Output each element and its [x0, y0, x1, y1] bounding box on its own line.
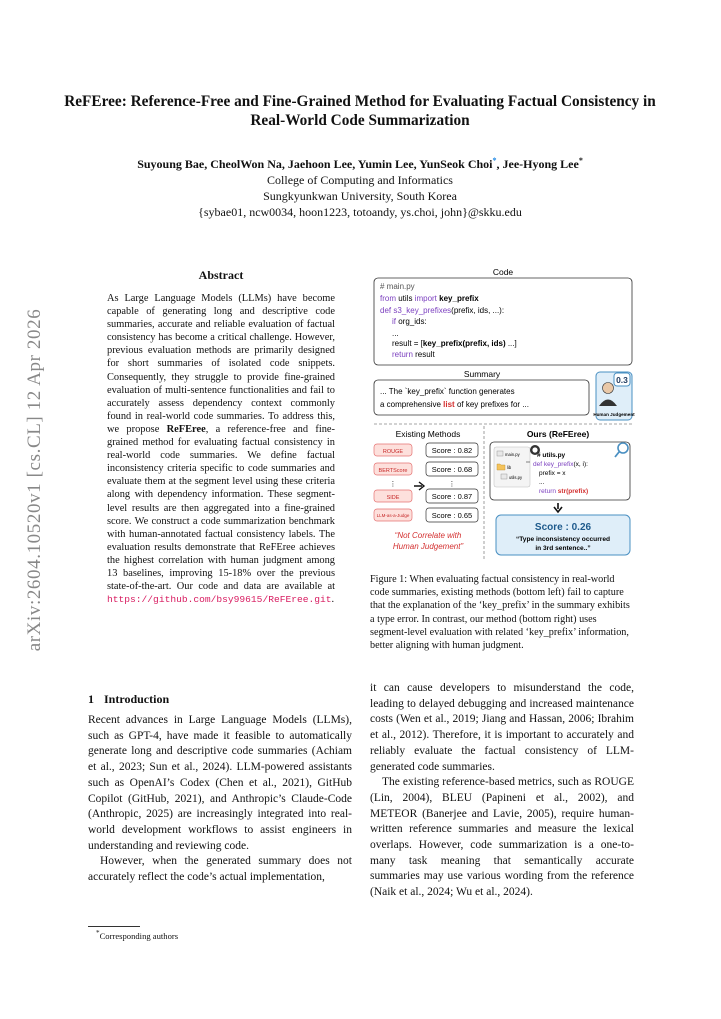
section-number: 1 — [88, 692, 94, 706]
author-block — [40, 153, 680, 220]
intro-paragraph-1: Recent advances in Large Language Models (LLMs), such as GPT-4, have made it feasible to automatically generate long and descriptive code summaries (Achiam et al., 2023; Sun et al., 2024). LLM-powered assistants such as OpenAI’s Codex (Chen et al., 2021), GitHub Copilot (GitHub, 2021), and Anthropic’s Claude-Code (Anthropic, 2025) are increasingly integrated into real-world development workflows to assist engineers in understanding and reviewing code. — [88, 714, 352, 852]
ours-code-line-3: prefix = x — [539, 470, 566, 477]
fig-existing-label: Existing Methods — [395, 429, 461, 439]
method-score: Score : 0.68 — [431, 465, 473, 474]
ellipsis-left: ⋮ — [389, 481, 397, 488]
figure-caption: Figure 1: When evaluating factual consistency in real-world code summaries, existing methods (bottom left) fail to capture that the explanation of the ‘key_prefix’ in the summary exhibits a type error. In contrast, our method (bottom right) uses segment-level evaluation with related ‘key_prefix’ information, better aligning with human judgment. — [370, 574, 630, 652]
paper-title: ReFEree: Reference-Free and Fine-Grained Method for Evaluating Factual Consistency in Real-World Code Summarization — [64, 93, 656, 129]
arxiv-identifier — [22, 300, 48, 660]
code-line-7: return result — [392, 350, 435, 359]
code-line-6: result = [key_prefix(prefix, ids) ...] — [392, 339, 517, 348]
code-line-2: from utils import key_prefix — [380, 294, 479, 303]
ours-code-line-4: ... — [539, 479, 545, 486]
code-repo-link[interactable]: https://github.com/bsy99615/ReFEree.git — [107, 594, 332, 606]
intro-right-column — [370, 681, 634, 901]
code-line-1: # main.py — [380, 282, 415, 291]
fig-code-label: Code — [492, 267, 514, 277]
footnote-text: Corresponding authors — [99, 930, 179, 941]
not-correlate-line-2: Human Judgement” — [392, 542, 464, 551]
file-tree — [494, 447, 530, 487]
intro-paragraph-2: However, when the generated summary does not accurately reflect the code’s actual implementation, — [88, 855, 352, 884]
method-name: ROUGE — [382, 449, 404, 455]
abstract-text-1: As Large Language Models (LLMs) have become capable of generating long and descriptive code summaries, accurate and reliable evaluation of factual consistency has become a critical challenge. However, previous evaluation methods are primarily designed for short summaries of isolated code snippets. Consequently, they struggle to provide fine-grained evaluation of multi-sentence functionalities and fail to accurately assess dependency context commonly found in real-world code summaries. To address this, we propose — [107, 293, 335, 435]
method-name: SIDE — [386, 495, 400, 501]
file-main: main.py — [505, 452, 520, 457]
existing-method-row-1 — [374, 443, 478, 457]
folder-icon — [497, 464, 505, 470]
method-score: Score : 0.87 — [431, 492, 473, 501]
intro-paragraph-4: The existing reference-based metrics, such as ROUGE (Lin, 2004), BLEU (Papineni et al., 2002), and METEOR (Banerjee and Lavie, 2005), require human-written reference summaries and measure the lexical overlaps. However, code summarization is a one-to-many task meaning that semantically accurate summaries may use various wording from the reference (Naik et al., 2024; Wu et al., 2024). — [370, 776, 634, 899]
file-utils: utils.py — [509, 475, 523, 480]
not-correlate-line-1: “Not Correlate with — [394, 531, 462, 540]
method-name: LLM-as-a-Judge — [376, 513, 410, 518]
fig-ours-label: Ours (ReFEree) — [526, 429, 590, 439]
authors-last: , Jee-Hyong Lee — [496, 157, 579, 171]
fig-summary-line-1: ... The `key_prefix` function generates — [380, 387, 515, 396]
footnote-mark: * — [96, 929, 100, 937]
abstract-text-2: , a reference-free and fine-grained method for evaluating factual consistency in real-world code summaries. We define factual inconsistency criteria specific to code summaries and evaluate them at the segment level using these criteria along with dependency information. These segment-level results are then aggregated into a fine-grained score. We construct a code summarization benchmark with human-annotated factual consistency labels. The evaluation results demonstrate that ReFEree achieves the highest correlation with human judgment among 13 baselines, improving 15-18% over the previous state-of-the-art. Our code and data are available at — [107, 423, 335, 593]
ours-code-line-1: # utils.py — [537, 452, 566, 459]
ours-code-line-5: return str(prefix) — [539, 488, 589, 495]
author-list — [40, 153, 680, 172]
method-score: Score : 0.65 — [431, 511, 473, 520]
abstract-heading: Abstract — [198, 268, 244, 282]
ellipsis-right: ⋮ — [448, 481, 456, 488]
file-icon — [497, 451, 503, 456]
abstract-body: As Large Language Models (LLMs) have become capable of generating long and descriptive code summaries, accurate and reliable evaluation of factual consistency has become a critical challenge. However, previous evaluation methods are primarily designed for short summaries of isolated code snippets. Consequently, they struggle to provide fine-grained evaluation of multi-sentence functionalities and fail to accurately assess dependency context commonly found in real-world code summaries. To address this, we propose ReFEree, a reference-free and fine-grained method for evaluating factual consistency in real-world code summaries. We define factual inconsistency criteria specific to code summaries and evaluate them at the segment level using these criteria along with dependency information. These segment-level results are then aggregated into a fine-grained score. We construct a code summarization benchmark with human-annotated factual consistency labels. The evaluation results demonstrate that ReFEree achieves the highest correlation with human judgment among 13 baselines, improving 15-18% over the previous state-of-the-art. Our code and data are available at https://github.com/bsy99615/ReFEree.git. — [107, 293, 335, 606]
abstract-method-name: ReFEree — [166, 423, 206, 435]
method-score: Score : 0.82 — [431, 446, 473, 455]
intro-paragraph-3: it can cause developers to misunderstand the code, leading to delayed debugging and increased maintenance costs (Wen et al., 2019; Jiang and Hassan, 2006; Ibrahim et al., 2012). Therefore, it is important to accurately and reliably evaluate the factual consistency of LLM-generated code summaries. — [370, 682, 634, 773]
affiliation-line-1: College of Computing and Informatics — [267, 173, 453, 187]
existing-method-row-4 — [374, 508, 478, 522]
fig-summary-line-2: a comprehensive list of key prefixes for ... — [380, 400, 529, 409]
authors-names: Suyoung Bae, CheolWon Na, Jaehoon Lee, Yumin Lee, YunSeok Choi — [137, 157, 493, 171]
corresponding-star-1: * — [492, 156, 497, 165]
arxiv-identifier-text: arXiv:2604.10520v1 [cs.CL] 12 Apr 2026 — [24, 308, 45, 652]
fig-ours-note-1: “Type inconsistency occurred — [515, 536, 611, 543]
arrow-down-icon — [554, 503, 562, 512]
ours-code-line-2: def key_prefix(x, i): — [533, 461, 588, 468]
code-line-4: if org_ids: — [392, 317, 427, 326]
footnote-rule — [88, 926, 140, 927]
file-icon — [501, 474, 507, 479]
code-line-5: ... — [392, 329, 399, 338]
footnote — [96, 929, 178, 941]
method-name: BERTScore — [378, 468, 408, 474]
fig-ours-note-2: in 3rd sentence..” — [535, 545, 591, 552]
fig-human-label: Human Judgement — [593, 412, 635, 417]
author-emails: {sybae01, ncw0034, hoon1223, totoandy, ys.choi, john}@skku.edu — [198, 205, 522, 219]
section-title: Introduction — [104, 692, 170, 706]
section-heading — [88, 692, 179, 707]
affiliation-line-2: Sungkyunkwan University, South Korea — [263, 189, 457, 203]
arrow-right-icon — [414, 482, 424, 490]
fig-summary-box — [374, 380, 589, 415]
fig-ours-score: Score : 0.26 — [534, 522, 592, 533]
fig-human-score: 0.3 — [616, 375, 628, 385]
figure-1 — [370, 266, 636, 562]
corresponding-star-2: * — [578, 156, 583, 165]
person-icon — [603, 383, 614, 394]
file-lib: lib — [507, 465, 512, 470]
intro-left-column — [88, 713, 352, 886]
code-line-3: def s3_key_prefixes(prefix, ids, ...): — [380, 306, 505, 315]
fig-summary-label: Summary — [463, 369, 501, 379]
existing-method-row-2 — [374, 462, 478, 476]
existing-method-row-3 — [374, 489, 478, 503]
